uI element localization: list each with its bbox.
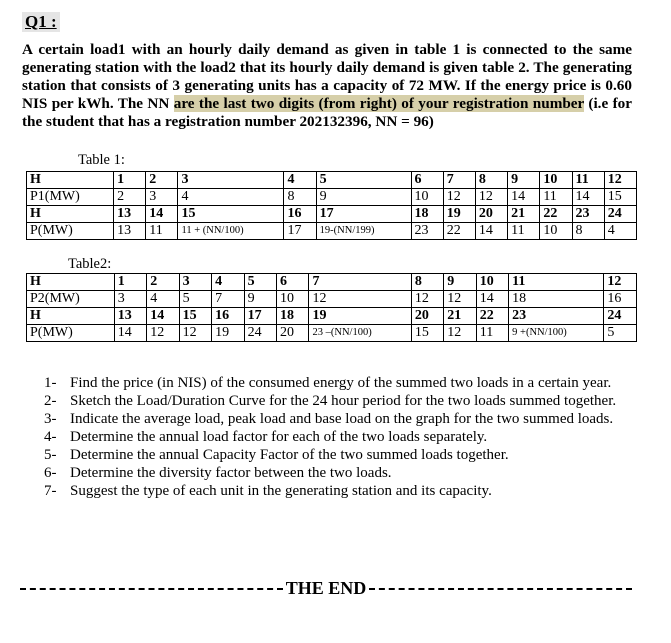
table-cell: 14 — [147, 308, 179, 325]
task-item — [44, 374, 634, 392]
table-cell: 5 — [316, 172, 411, 189]
table-row — [27, 206, 637, 223]
task-item — [44, 392, 634, 410]
task-number: 6- — [44, 465, 57, 481]
table2-caption: Table2: — [68, 256, 112, 272]
table-cell: 17 — [284, 223, 316, 240]
table-cell: 5 — [604, 325, 637, 342]
row-label-cell: P(MW) — [27, 325, 115, 342]
question-intro — [22, 41, 632, 131]
task-number: 2- — [44, 393, 57, 409]
table-cell: 12 — [179, 325, 211, 342]
table-cell: 20 — [277, 325, 309, 342]
table-cell: 12 — [309, 291, 411, 308]
table-cell: 6 — [411, 172, 443, 189]
table-cell: 1 — [114, 274, 146, 291]
question-title: Q1 : — [22, 12, 60, 32]
table-cell: 24 — [604, 206, 636, 223]
table-cell: 10 — [277, 291, 309, 308]
table-cell: 22 — [540, 206, 572, 223]
table-cell: 22 — [476, 308, 508, 325]
table-row — [27, 223, 637, 240]
table-cell: 11 — [509, 274, 604, 291]
table-cell: 13 — [114, 206, 146, 223]
table-cell: 19 — [212, 325, 244, 342]
task-list — [44, 374, 634, 500]
table-cell: 10 — [411, 189, 443, 206]
table-cell: 8 — [572, 223, 604, 240]
task-text: Determine the annual Capacity Factor of the two summed loads together. — [70, 447, 509, 463]
table-row — [27, 274, 637, 291]
table-cell: 2 — [147, 274, 179, 291]
table-cell: 9 — [244, 291, 276, 308]
task-item — [44, 410, 634, 428]
task-number: 7- — [44, 483, 57, 499]
table-cell: 18 — [411, 206, 443, 223]
table-cell: 9 — [316, 189, 411, 206]
table-cell: 15 — [178, 206, 284, 223]
task-item — [44, 464, 634, 482]
table-cell: 15 — [179, 308, 211, 325]
table-cell: 10 — [476, 274, 508, 291]
table-cell: 16 — [604, 291, 637, 308]
task-text: Determine the diversity factor between the two loads. — [70, 465, 392, 481]
task-item — [44, 428, 634, 446]
table-cell: 11 + (NN/100) — [178, 223, 284, 240]
table-cell: 11 — [540, 189, 572, 206]
table-cell: 24 — [244, 325, 276, 342]
task-number: 3- — [44, 411, 57, 427]
table-cell: 12 — [475, 189, 507, 206]
table-cell: 20 — [475, 206, 507, 223]
row-label-cell: H — [27, 206, 114, 223]
table-cell: 8 — [284, 189, 316, 206]
table-cell: 14 — [475, 223, 507, 240]
table-cell: 9 — [444, 274, 476, 291]
table-cell: 12 — [147, 325, 179, 342]
intro-text-end: (i.e for the student that has a registration number 202132396, NN = 96) — [22, 95, 632, 130]
table-cell: 6 — [277, 274, 309, 291]
table-cell: 23 — [411, 223, 443, 240]
table-cell: 4 — [212, 274, 244, 291]
task-number: 1- — [44, 375, 57, 391]
table-cell: 16 — [212, 308, 244, 325]
intro-text: A certain load1 with an hourly daily demand as given in table 1 is connected to the same generating station with the load2 that its hourly daily demand is given table 2. The generating station that consists of 3 generating units has a capacity of 72 MW. If the energy price is 0.60 NIS per kWh. The NN — [22, 41, 632, 112]
table-row — [27, 291, 637, 308]
table-cell: 5 — [244, 274, 276, 291]
table-row — [27, 189, 637, 206]
table-cell: 11 — [146, 223, 178, 240]
table-cell: 9 +(NN/100) — [509, 325, 604, 342]
row-label-cell: P(MW) — [27, 223, 114, 240]
row-label-cell: P1(MW) — [27, 189, 114, 206]
table-cell: 24 — [604, 308, 637, 325]
row-label-cell: P2(MW) — [27, 291, 115, 308]
table-cell: 2 — [146, 172, 178, 189]
table-cell: 23 –(NN/100) — [309, 325, 411, 342]
table-cell: 3 — [114, 291, 146, 308]
table-cell: 16 — [284, 206, 316, 223]
table-cell: 14 — [572, 189, 604, 206]
table-cell: 19-(NN/199) — [316, 223, 411, 240]
table-cell: 3 — [178, 172, 284, 189]
right-dash-rule — [369, 588, 632, 590]
task-number: 4- — [44, 429, 57, 445]
table-cell: 10 — [540, 172, 572, 189]
table-cell: 19 — [443, 206, 475, 223]
table-cell: 8 — [411, 274, 443, 291]
table-cell: 12 — [444, 325, 476, 342]
task-text: Suggest the type of each unit in the generating station and its capacity. — [70, 483, 492, 499]
table-cell: 15 — [411, 325, 443, 342]
table-cell: 4 — [284, 172, 316, 189]
row-label-cell: H — [27, 308, 115, 325]
table-cell: 19 — [309, 308, 411, 325]
table-cell: 13 — [114, 223, 146, 240]
table-cell: 7 — [309, 274, 411, 291]
highlighted-text: are the last two digits (from right) of your registration number — [173, 95, 585, 112]
table-cell: 14 — [476, 291, 508, 308]
table-cell: 23 — [572, 206, 604, 223]
table-cell: 12 — [604, 274, 637, 291]
table2 — [26, 273, 637, 342]
table-cell: 18 — [509, 291, 604, 308]
task-text: Indicate the average load, peak load and base load on the graph for the two summed loads. — [70, 411, 614, 427]
table-cell: 12 — [443, 189, 475, 206]
task-text: Sketch the Load/Duration Curve for the 24 hour period for the two loads summed together. — [70, 393, 617, 409]
row-label-cell: H — [27, 274, 115, 291]
table-cell: 5 — [179, 291, 211, 308]
table-cell: 3 — [146, 189, 178, 206]
table-cell: 14 — [508, 189, 540, 206]
table-cell: 12 — [444, 291, 476, 308]
task-number: 5- — [44, 447, 57, 463]
table-cell: 11 — [508, 223, 540, 240]
table-cell: 4 — [178, 189, 284, 206]
table-cell: 12 — [411, 291, 443, 308]
table-cell: 21 — [508, 206, 540, 223]
table-cell: 12 — [604, 172, 636, 189]
table-cell: 15 — [604, 189, 636, 206]
table-cell: 23 — [509, 308, 604, 325]
task-text: Determine the annual load factor for each of the two loads separately. — [70, 429, 488, 445]
table-cell: 13 — [114, 308, 146, 325]
table-cell: 14 — [114, 325, 146, 342]
row-label-cell: H — [27, 172, 114, 189]
table-row — [27, 325, 637, 342]
table-cell: 18 — [277, 308, 309, 325]
table-cell: 21 — [444, 308, 476, 325]
table-cell: 9 — [508, 172, 540, 189]
table-row — [27, 172, 637, 189]
table-cell: 11 — [476, 325, 508, 342]
table-cell: 20 — [411, 308, 443, 325]
table-cell: 10 — [540, 223, 572, 240]
table-cell: 3 — [179, 274, 211, 291]
table-cell: 22 — [443, 223, 475, 240]
table-cell: 4 — [604, 223, 636, 240]
task-item — [44, 482, 634, 500]
table-row — [27, 308, 637, 325]
table-cell: 17 — [316, 206, 411, 223]
table-cell: 1 — [114, 172, 146, 189]
end-label: THE END — [285, 578, 367, 598]
end-marker — [20, 578, 632, 599]
table-cell: 7 — [212, 291, 244, 308]
table1-caption: Table 1: — [78, 152, 125, 168]
table-cell: 11 — [572, 172, 604, 189]
table-cell: 8 — [475, 172, 507, 189]
table1 — [26, 171, 637, 240]
task-item — [44, 446, 634, 464]
left-dash-rule — [20, 588, 283, 590]
table-cell: 7 — [443, 172, 475, 189]
table-cell: 4 — [147, 291, 179, 308]
table-cell: 2 — [114, 189, 146, 206]
table-cell: 14 — [146, 206, 178, 223]
table-cell: 17 — [244, 308, 276, 325]
task-text: Find the price (in NIS) of the consumed energy of the summed two loads in a certain year. — [70, 375, 612, 391]
